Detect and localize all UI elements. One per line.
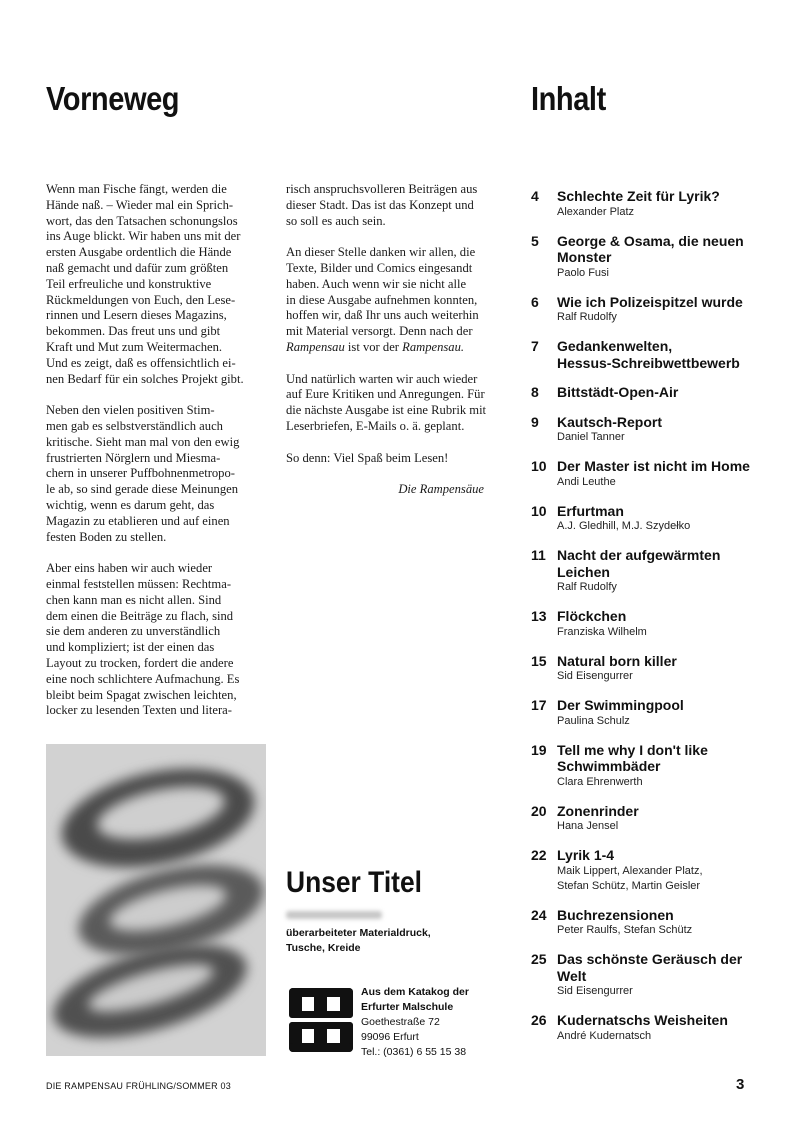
toc-entry-body (557, 907, 781, 939)
toc-entry (531, 1012, 781, 1044)
editorial-paragraph-thanks (286, 245, 498, 340)
toc-entry-body (557, 414, 781, 446)
toc-author: Ralf Rudolfy (557, 581, 617, 593)
editorial-paragraph-thanks-tail (286, 340, 498, 356)
toc-page-number: 20 (531, 802, 547, 819)
inhalt-heading: Inhalt (531, 80, 606, 117)
toc-entry (531, 697, 781, 729)
toc-page-number: 13 (531, 608, 547, 624)
toc-author: Ralf Rudolfy (557, 311, 617, 323)
editorial-paragraph: Und natürlich warten wir auch wieder auf Eure Kritiken und Anregungen. Für die nächste Ausgabe ist eine Rubrik mit Leserbriefen, E-Mails o. ä. geplant. (286, 371, 487, 433)
signoff: Die Rampensäue (398, 482, 484, 497)
toc-entry-body (557, 1012, 781, 1044)
toc-title: Der Master ist nicht im Home (557, 458, 750, 474)
toc-entry (531, 338, 781, 371)
editorial-column-2 (286, 182, 498, 514)
toc-title: Das schönste Geräusch der Welt (557, 951, 743, 984)
address-phone: Tel.: (0361) 6 55 15 38 (361, 1046, 467, 1058)
toc-entry-body (557, 951, 781, 999)
toc-page-number: 4 (531, 188, 539, 204)
toc-entry-body (557, 188, 781, 220)
thanks-tail-text: ist vor der (344, 339, 403, 354)
toc-title: Bittstädt-Open-Air (557, 384, 679, 400)
toc-entry (531, 653, 781, 685)
toc-entry (531, 951, 781, 999)
toc-title: Nacht der aufgewärmten Leichen (557, 547, 721, 580)
toc-page-number: 25 (531, 951, 547, 967)
editorial-paragraph: risch anspruchsvolleren Beiträgen aus dieser Stadt. Das ist das Konzept und so soll es auch sein. (286, 182, 478, 228)
toc-entry (531, 458, 781, 490)
toc-entry (531, 384, 781, 401)
footer-magazine-issue: DIE RAMPENSAU FRÜHLING/SOMMER 03 (46, 1081, 231, 1091)
toc-author: Daniel Tanner (557, 431, 625, 443)
toc-page-number: 22 (531, 847, 547, 863)
toc-entry (531, 188, 781, 220)
toc-author: Hana Jensel (557, 820, 619, 832)
toc-page-number: 6 (531, 293, 539, 310)
toc-author: A.J. Gledhill, M.J. Szydełko (557, 520, 691, 532)
toc-title: Erfurtman (557, 502, 624, 519)
toc-entry (531, 907, 781, 939)
blurred-artist-name (286, 911, 382, 919)
toc-page-number: 15 (531, 652, 547, 669)
address-city: 99096 Erfurt (361, 1031, 419, 1043)
toc-entry-body (557, 608, 781, 640)
toc-entry-body (557, 653, 781, 685)
toc-page-number: 24 (531, 906, 547, 923)
toc-entry-body (557, 338, 781, 371)
address-source-line1: Aus dem Katakog der (361, 986, 469, 998)
toc-entry (531, 294, 781, 326)
toc-author: Clara Ehrenwerth (557, 775, 643, 788)
toc-title: Kudernatschs Weisheiten (557, 1012, 728, 1028)
toc-author: Andi Leuthe (557, 475, 616, 488)
toc-author: André Kudernatsch (557, 1029, 652, 1042)
toc-author: Maik Lippert, Alexander Platz, Stefan Schütz, Martin Geisler (557, 864, 703, 892)
toc-title: Flöckchen (557, 608, 627, 624)
toc-entry (531, 233, 781, 281)
toc-page-number: 9 (531, 413, 539, 430)
toc-author: Sid Eisengurrer (557, 670, 633, 682)
toc-title: Tell me why I don't like Schwimmbäder (557, 741, 708, 774)
toc-page-number: 10 (531, 458, 547, 474)
toc-author: Alexander Platz (557, 205, 635, 218)
toc-entry-body (557, 742, 781, 790)
editorial-paragraph: Aber eins haben wir auch wieder einmal feststellen müssen: Rechtma- chen kann man es nicht allen. Sind dem einen die Beiträge zu flach, sind sie dem anderen zu unverständlich und kompliziert; ist der einen das Layout zu trocken, fordert die andere eine noch schlichtere Aufmachung. Es bleibt beim Spagat zwischen leichten, locker zu lesenden Texten und litera- (46, 561, 240, 718)
toc-page-number: 17 (531, 697, 547, 713)
toc-author: Paolo Fusi (557, 266, 609, 279)
toc-page-number: 19 (531, 741, 547, 758)
editorial-column-1 (46, 182, 268, 735)
toc-entry-body (557, 233, 781, 281)
toc-entry-body (557, 547, 781, 595)
toc-entry (531, 503, 781, 535)
toc-author: Franziska Wilhelm (557, 625, 647, 638)
toc-title: Gedankenwelten, Hessus-Schreibwettbewerb (557, 338, 740, 371)
editorial-paragraph: Neben den vielen positiven Stim- men gab es selbstverständlich auch kritische. Sieht man mal von den ewig frustrierten Nörglern und Miesma- chern in unserer Puffbohnenmetropo- le ab, so sind gerade diese Meinungen wichtig, wenn es darum geht, das Magazin zu etablieren und auf einen festen Boden zu stellen. (46, 403, 240, 544)
toc-page-number: 26 (531, 1012, 547, 1028)
toc-title: George & Osama, die neuen Monster (557, 232, 744, 265)
toc-author: Paulina Schulz (557, 714, 630, 727)
toc-author: Peter Raulfs, Stefan Schütz (557, 924, 693, 936)
magazine-name-italic: Rampensau (286, 339, 345, 354)
toc-page-number: 8 (531, 384, 539, 400)
toc-title: Kautsch-Report (557, 413, 663, 430)
thanks-text: An dieser Stelle danken wir allen, die Texte, Bilder und Comics eingesandt haben. Auch wenn wir sie nicht alle in diese Ausgabe aufnehmen konnten, hoffen wir, daß Ihr uns auch weiterhin mit Material versorgt. Denn nach der (286, 245, 479, 339)
toc-page-number: 10 (531, 502, 547, 519)
toc-entry-body (557, 458, 781, 490)
toc-entry (531, 608, 781, 640)
toc-page-number: 7 (531, 338, 539, 354)
toc-author: Sid Eisengurrer (557, 985, 633, 997)
cover-title-heading: Unser Titel (286, 866, 422, 899)
toc-title: Der Swimmingpool (557, 697, 684, 713)
address-source-line2: Erfurter Malschule (361, 1001, 454, 1013)
toc-entry-body (557, 803, 781, 835)
address-block (361, 985, 469, 1060)
toc-entry (531, 414, 781, 446)
table-of-contents (531, 188, 781, 1057)
toc-page-number: 11 (531, 547, 546, 563)
toc-entry-body (557, 294, 781, 326)
toc-page-number: 5 (531, 232, 539, 249)
cover-credit: überarbeiteter Materialdruck, Tusche, Kreide (286, 927, 431, 954)
toc-entry-body (557, 384, 781, 401)
toc-title: Buchrezensionen (557, 906, 674, 923)
toc-entry-body (557, 697, 781, 729)
toc-entry (531, 847, 781, 894)
toc-title: Lyrik 1-4 (557, 847, 615, 863)
toc-title: Zonenrinder (557, 802, 639, 819)
toc-entry-body (557, 503, 781, 535)
toc-title: Natural born killer (557, 652, 677, 669)
address-street: Goethestraße 72 (361, 1016, 440, 1028)
toc-title: Schlechte Zeit für Lyrik? (557, 188, 720, 204)
editorial-paragraph: Wenn man Fische fängt, werden die Hände naß. – Wieder mal ein Sprich- wort, das den Tatsachen schonungslos ins Auge blickt. Wir haben uns mit der ersten Ausgabe ordentlich die Hände naß gemacht und dafür zum größten Teil erfreuliche und konstruktive Rückmeldungen von Euch, den Lese- rinnen und Lesern dieses Magazins, bekommen. Das freut uns und gibt Kraft und Mut zum Weitermachen. Und es zeigt, daß es offensichtlich ei- nen Bedarf für ein solches Projekt gibt. (46, 182, 244, 386)
toc-entry (531, 547, 781, 595)
toc-entry (531, 803, 781, 835)
page-number: 3 (736, 1076, 745, 1093)
malschule-logo (287, 986, 355, 1054)
cover-image (46, 744, 266, 1056)
magazine-name-italic: Rampensau. (402, 339, 465, 354)
toc-title: Wie ich Polizeispitzel wurde (557, 293, 743, 310)
vorneweg-heading: Vorneweg (46, 80, 180, 117)
toc-entry-body (557, 847, 781, 894)
editorial-paragraph: So denn: Viel Spaß beim Lesen! (286, 450, 449, 465)
toc-entry (531, 742, 781, 790)
